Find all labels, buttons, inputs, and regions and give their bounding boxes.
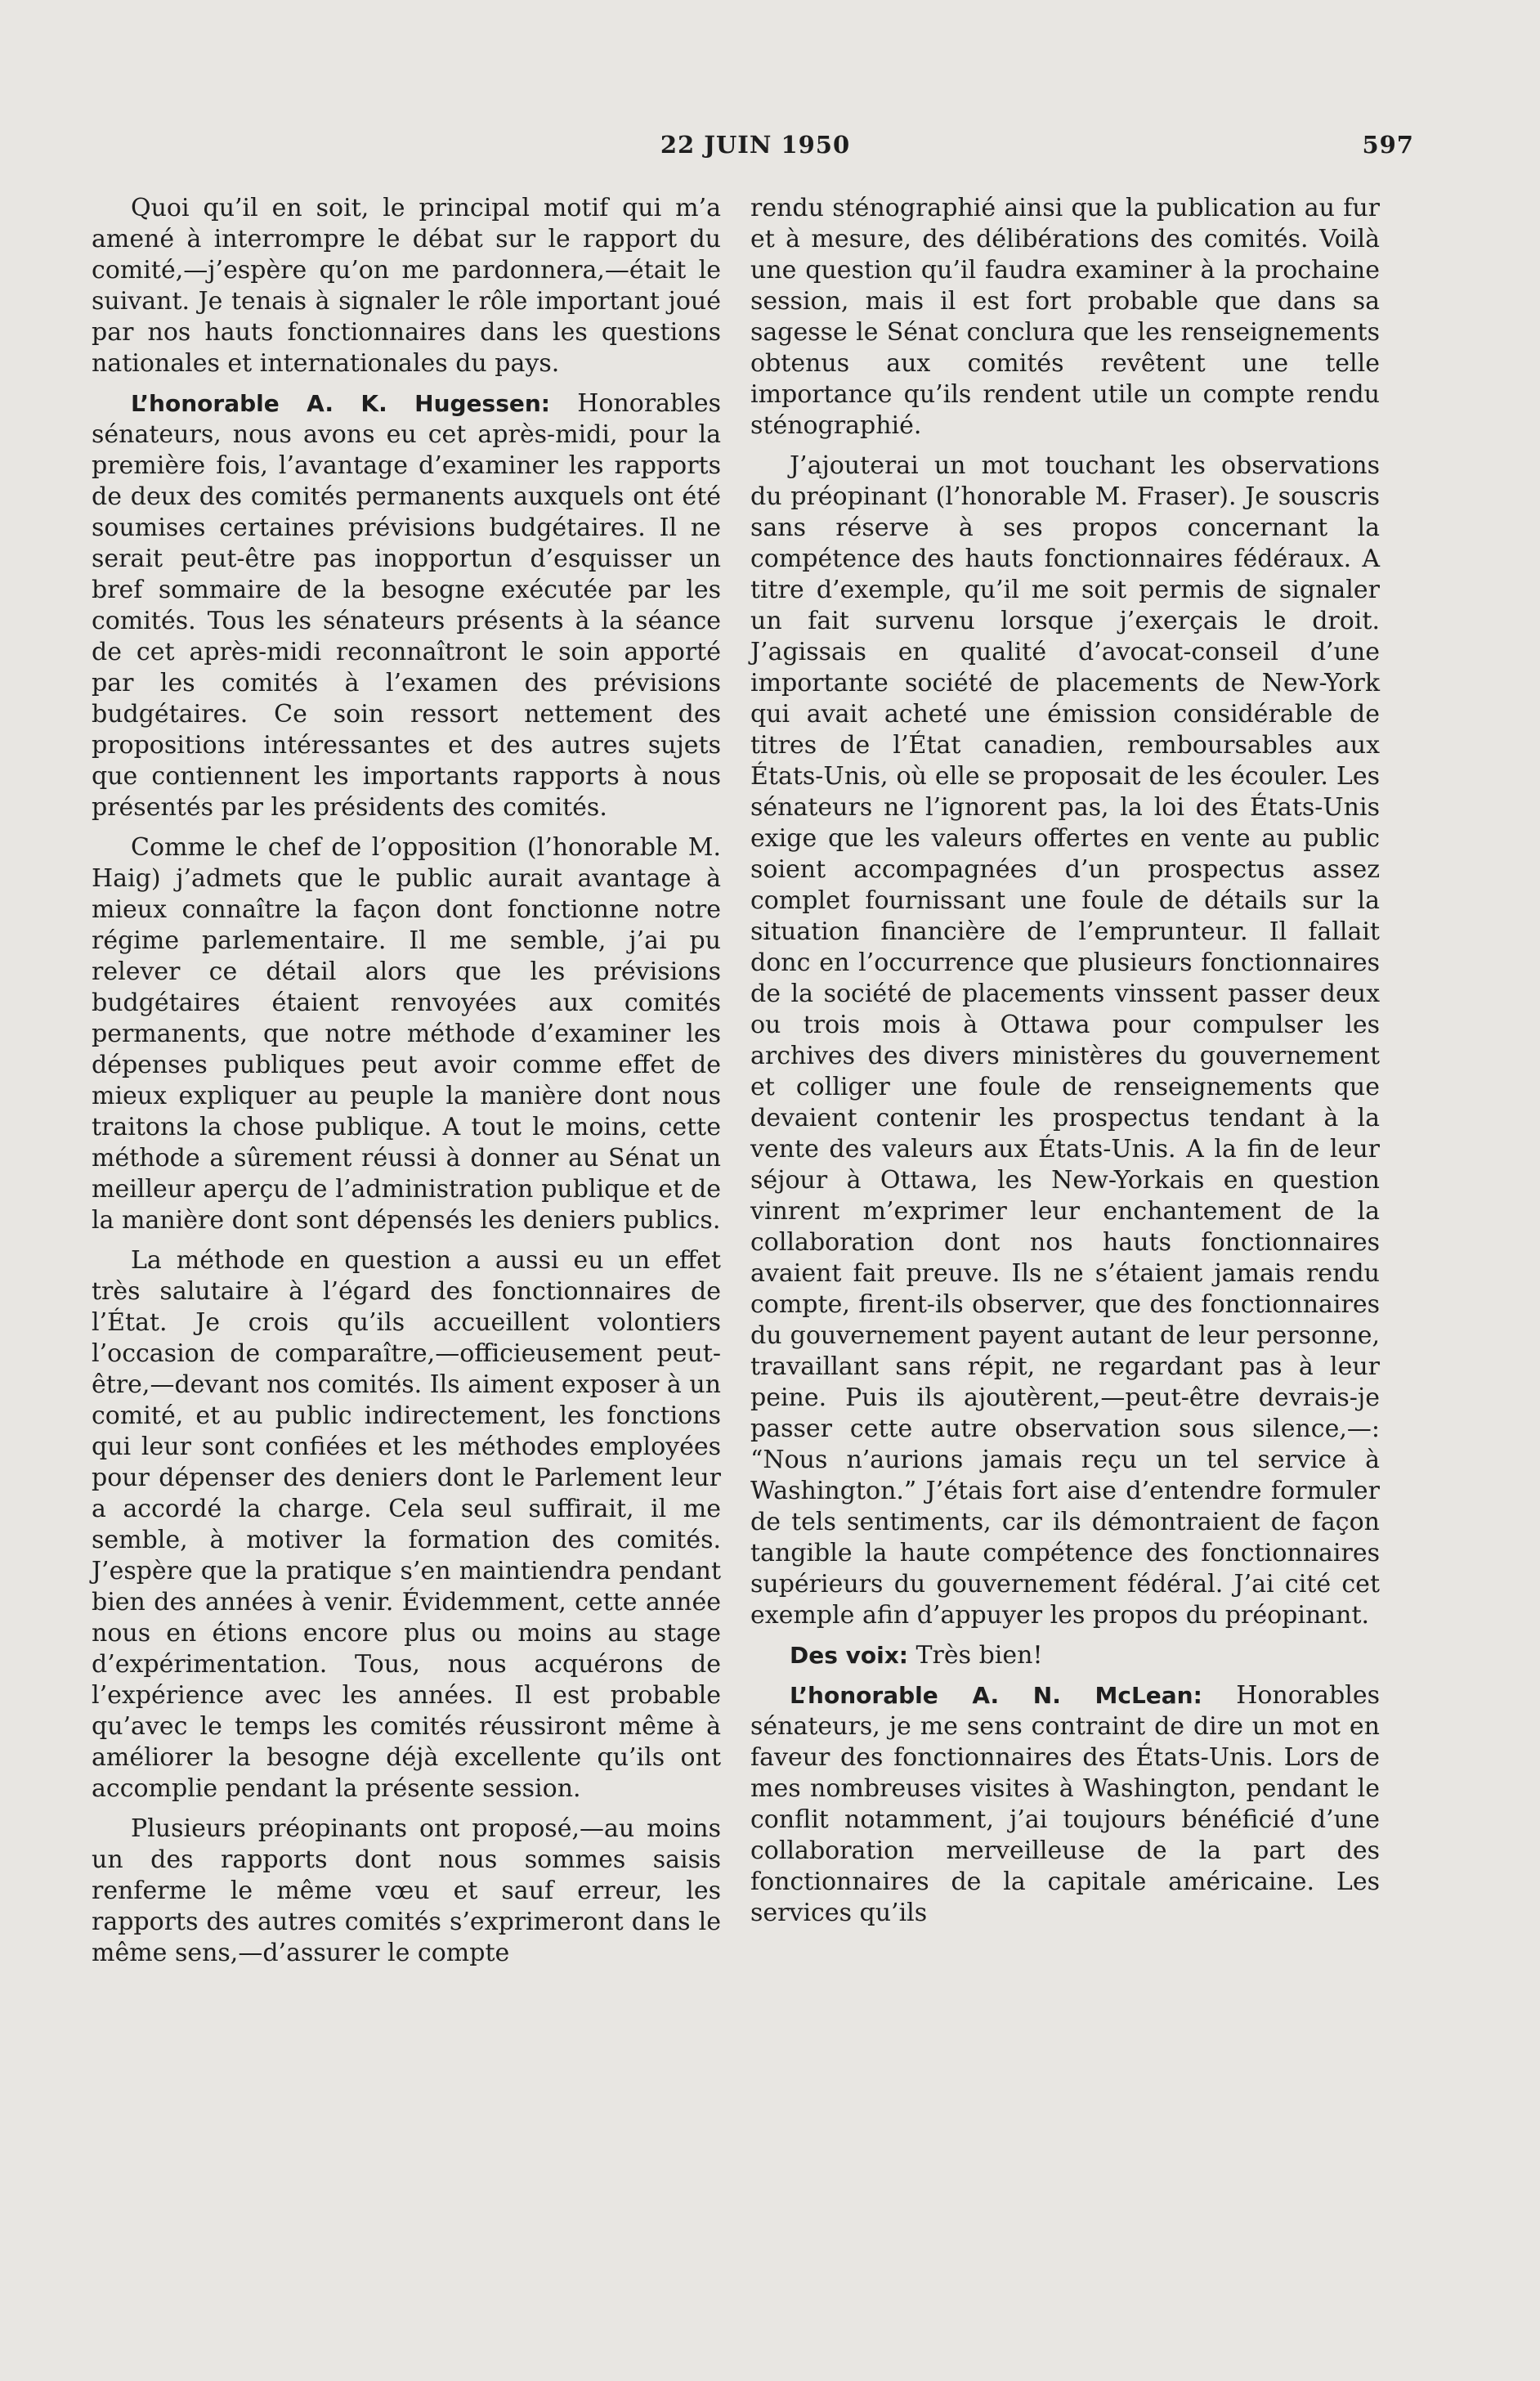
paragraph-text: rendu sténographié ainsi que la publication au fur et à mesure, des délibérations des comités. Voilà une question qu’il faudra examiner à la prochaine session, mais il est fort probable que dans sa sagesse le Sénat conclura que les renseignements obtenus aux comités revêtent une telle importance qu’ils rendent utile un compte rendu sténographié.	[750, 194, 1380, 440]
header-date: 22 JUIN 1950	[660, 131, 851, 159]
page-number: 597	[1362, 131, 1414, 159]
paragraph	[750, 1640, 1380, 1671]
paragraph-text: J’ajouterai un mot touchant les observations du préopinant (l’honorable M. Fraser). Je souscris sans réserve à ses propos concernant la compétence des hauts fonctionnaires fédéraux. A titre d’exemple, qu’il me soit permis de signaler un fait survenu lorsque j’exerçais le droit. J’agissais en qualité d’avocat-conseil d’une importante société de placements de New-York qui avait acheté une émission considérable de titres de l’État canadien, remboursables aux États-Unis, où elle se proposait de les écouler. Les sénateurs ne l’ignorent pas, la loi des États-Unis exige que les valeurs offertes en vente au public soient accompagnées d’un prospectus assez complet fournissant une foule de détails sur la situation financière de l’emprunteur. Il fallait donc en l’occurrence que plusieurs fonctionnaires de la société de placements vinssent passer deux ou trois mois à Ottawa pour compulser les archives des divers ministères du gouvernement et colliger une foule de renseignements que devaient contenir les prospectus tendant à la vente des valeurs aux États-Unis. A la fin de leur séjour à Ottawa, les New-Yorkais en question vinrent m’exprimer leur enchantement de la collaboration dont nos hauts fonctionnaires avaient fait preuve. Ils ne s’étaient jamais rendu compte, firent-ils observer, que des fonctionnaires du gouvernement payent autant de leur personne, travaillant sans répit, ne regardant pas à leur peine. Puis ils ajoutèrent,—peut-être devrais-je passer cette autre observation sous silence,—: “Nous n’aurions jamais reçu un tel service à Washington.” J’étais fort aise d’entendre formuler de tels sentiments, car ils démontraient de façon tangible la haute compétence des fonctionnaires supérieurs du gouvernement fédéral. J’ai cité cet exemple afin d’appuyer les propos du préopinant.	[750, 451, 1380, 1630]
paragraph	[750, 1680, 1380, 1929]
paragraph	[92, 193, 721, 379]
speaker-name: L’honorable A. N. McLean:	[790, 1682, 1202, 1709]
paragraph-text: Très bien!	[908, 1641, 1043, 1670]
page-header	[96, 131, 1414, 164]
paragraph-text: Honorables sénateurs, nous avons eu cet après-midi, pour la première fois, l’avantage d’examiner les rapports de deux des comités permanents auxquels ont été soumises certaines prévisions budgétaires. Il ne serait peut-être pas inopportun d’esquisser un bref sommaire de la besogne exécutée par les comités. Tous les sénateurs présents à la séance de cet après-midi reconnaîtront le soin apporté par les comités à l’examen des prévisions budgétaires. Ce soin ressort nettement des propositions intéressantes et des autres sujets que contiennent les importants rapports à nous présentés par les présidents des comités.	[92, 389, 721, 822]
paragraph	[750, 193, 1380, 442]
right-column	[750, 193, 1380, 1938]
paragraph	[92, 1814, 721, 1969]
speaker-name: Des voix:	[790, 1642, 908, 1669]
paragraph-text: Honorables sénateurs, je me sens contraint de dire un mot en faveur des fonctionnaires des États-Unis. Lors de mes nombreuses visites à Washington, pendant le conflit notamment, j’ai toujours bénéficié d’une collaboration merveilleuse de la part des fonctionnaires de la capitale américaine. Les services qu’ils	[750, 1681, 1380, 1927]
speaker-name: L’honorable A. K. Hugessen:	[131, 390, 550, 417]
paragraph-text: La méthode en question a aussi eu un effet très salutaire à l’égard des fonctionnaires de l’État. Je crois qu’ils accueillent volontiers l’occasion de comparaître,—officieusement peut-être,—devant nos comités. Ils aiment exposer à un comité, et au public indirectement, les fonctions qui leur sont confiées et les méthodes employées pour dépenser des deniers dont le Parlement leur a accordé la charge. Cela seul suffirait, il me semble, à motiver la formation des comités. J’espère que la pratique s’en maintiendra pendant bien des années à venir. Évidemment, cette année nous en étions encore plus ou moins au stage d’expérimentation. Tous, nous acquérons de l’expérience avec les années. Il est probable qu’avec le temps les comités réussiront même à améliorer la besogne déjà excellente qu’ils ont accomplie pendant la présente session.	[92, 1246, 721, 1803]
paragraph-text: Comme le chef de l’opposition (l’honorable M. Haig) j’admets que le public aurait avantage à mieux connaître la façon dont fonctionne notre régime parlementaire. Il me semble, j’ai pu relever ce détail alors que les prévisions budgétaires étaient renvoyées aux comités permanents, que notre méthode d’examiner les dépenses publiques peut avoir comme effet de mieux expliquer au peuple la manière dont nous traitons la chose publique. A tout le moins, cette méthode a sûrement réussi à donner au Sénat un meilleur aperçu de l’administration publique et de la manière dont sont dépensés les deniers publics.	[92, 833, 721, 1235]
paragraph	[92, 1245, 721, 1805]
paragraph	[750, 451, 1380, 1631]
paragraph-text: Quoi qu’il en soit, le principal motif qui m’a amené à interrompre le débat sur le rapport du comité,—j’espère qu’on me pardonnera,—était le suivant. Je tenais à signaler le rôle important joué par nos hauts fonctionnaires dans les questions nationales et internationales du pays.	[92, 194, 721, 378]
paragraph	[92, 388, 721, 823]
paragraph	[92, 832, 721, 1236]
left-column	[92, 193, 721, 1978]
paragraph-text: Plusieurs préopinants ont proposé,—au moins un des rapports dont nous sommes saisis renferme le même vœu et sauf erreur, les rapports des autres comités s’exprimeront dans le même sens,—d’assurer le compte	[92, 1814, 721, 1967]
